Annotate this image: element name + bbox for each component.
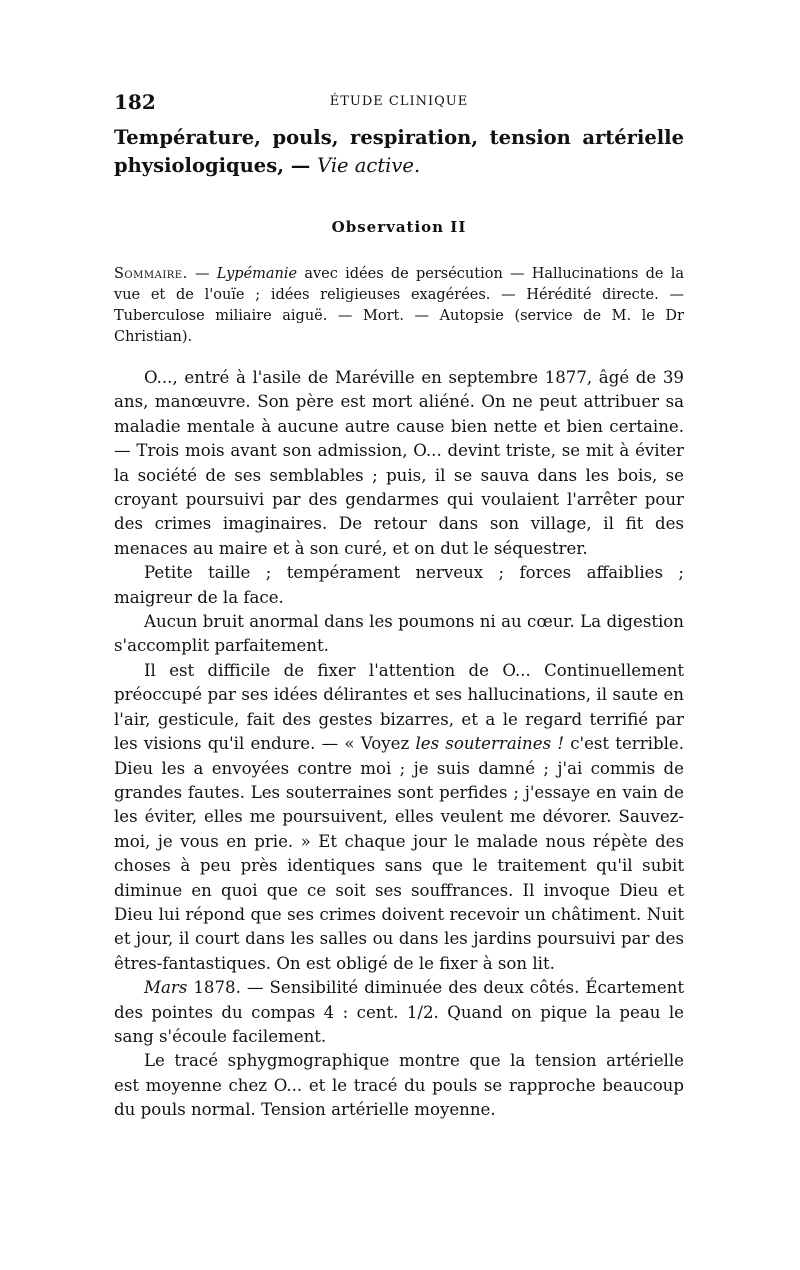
paragraph-march-1878 — [114, 976, 684, 1049]
heading-text: Température, pouls, respiration, tension artérielle physiologiques, — — [114, 126, 684, 177]
section-heading — [114, 124, 684, 180]
behaviour-quote-italic: les souterraines ! — [415, 734, 564, 754]
march-text: 1878. — Sensibilité diminuée des deux côtés. Écartement des pointes du compas 4 : cent. 1/2. Quand on pique la peau le sang s'écoule facilement. — [114, 978, 684, 1046]
month-italic: Mars — [144, 978, 188, 998]
observation-title: Observation II — [331, 218, 467, 236]
paragraph-behaviour — [114, 659, 684, 976]
paragraph-auscultation: Aucun bruit anormal dans les poumons ni au cœur. La digestion s'accomplit parfaitement. — [114, 612, 684, 656]
heading-italic: Vie active. — [317, 154, 421, 177]
paragraph-physical: Petite taille ; tempérament nerveux ; forces affaiblies ; maigreur de la face. — [114, 563, 684, 607]
sommaire: Sommaire. — Lypémanie avec idées de persécution — Hallucinations de la vue et de l'ouïe ; idées religieuses exagérées. — Hérédité directe. — Tuberculose miliaire aiguë. — Mort. — Autopsie (service de M. le Dr Christian). — [114, 266, 685, 345]
behaviour-text-b: c'est terrible. Dieu les a envoyées contre moi ; je suis damné ; j'ai commis de grandes fautes. Les souterraines sont perfides ; j'essaye en vain de les éviter, elles me poursuivent, elles veulent me dévorer. Sauvez-moi, je vous en prie. » Et chaque jour le malade nous répète des choses à peu près identiques sans que le traitement qu'il subit diminue en quoi que ce soit ses souffrances. Il invoque Dieu et Dieu lui répond que ses crimes doivent recevoir un châtiment. Nuit et jour, il court dans les salles ou dans les jardins poursuivi par des êtres-fantastiques. On est obligé de le fixer à son lit. — [114, 734, 684, 973]
paragraph-sphygmograph: Le tracé sphygmographique montre que la tension artérielle est moyenne chez O... et le tracé du pouls se rapproche beaucoup du pouls normal. Tension artérielle moyenne. — [114, 1051, 684, 1120]
book-page — [114, 90, 684, 1123]
sommaire-label: Sommaire. — [114, 266, 188, 282]
page-header — [114, 90, 684, 118]
sommaire-text: avec idées de persécution — Hallucinations de la vue et de l'ouïe ; idées religieuses exagérées. — Hérédité directe. — Tuberculose miliaire aiguë. — Mort. — Autopsie (service de M. le Dr Christian). — [114, 266, 685, 345]
page-number: 182 — [114, 90, 156, 114]
behaviour-text-a: Il est difficile de fixer l'attention de O... Continuellement préoccupé par ses idées délirantes et ses hallucinations, il saute en l'air, gesticule, fait des gestes bizarres, et a le regard terrifié par les visions qu'il endure. — « Voyez — [114, 660, 684, 754]
observation-body — [114, 366, 684, 1123]
paragraph-history: O..., entré à l'asile de Maréville en septembre 1877, âgé de 39 ans, manœuvre. Son père est mort aliéné. On ne peut attribuer sa maladie mentale à aucune autre cause bien nette et bien certaine. — Trois mois avant son admission, O... devint triste, se mit à éviter la société de ses semblables ; puis, il se sauva dans les bois, se croyant poursuivi par des gendarmes qui voulaient l'arrêter pour des crimes imaginaires. De retour dans son village, il fit des menaces au maire et à son curé, et on dut le séquestrer. — [114, 368, 684, 558]
sommaire-diagnosis: Lypémanie — [216, 266, 298, 282]
running-title: ÉTUDE CLINIQUE — [329, 94, 469, 109]
